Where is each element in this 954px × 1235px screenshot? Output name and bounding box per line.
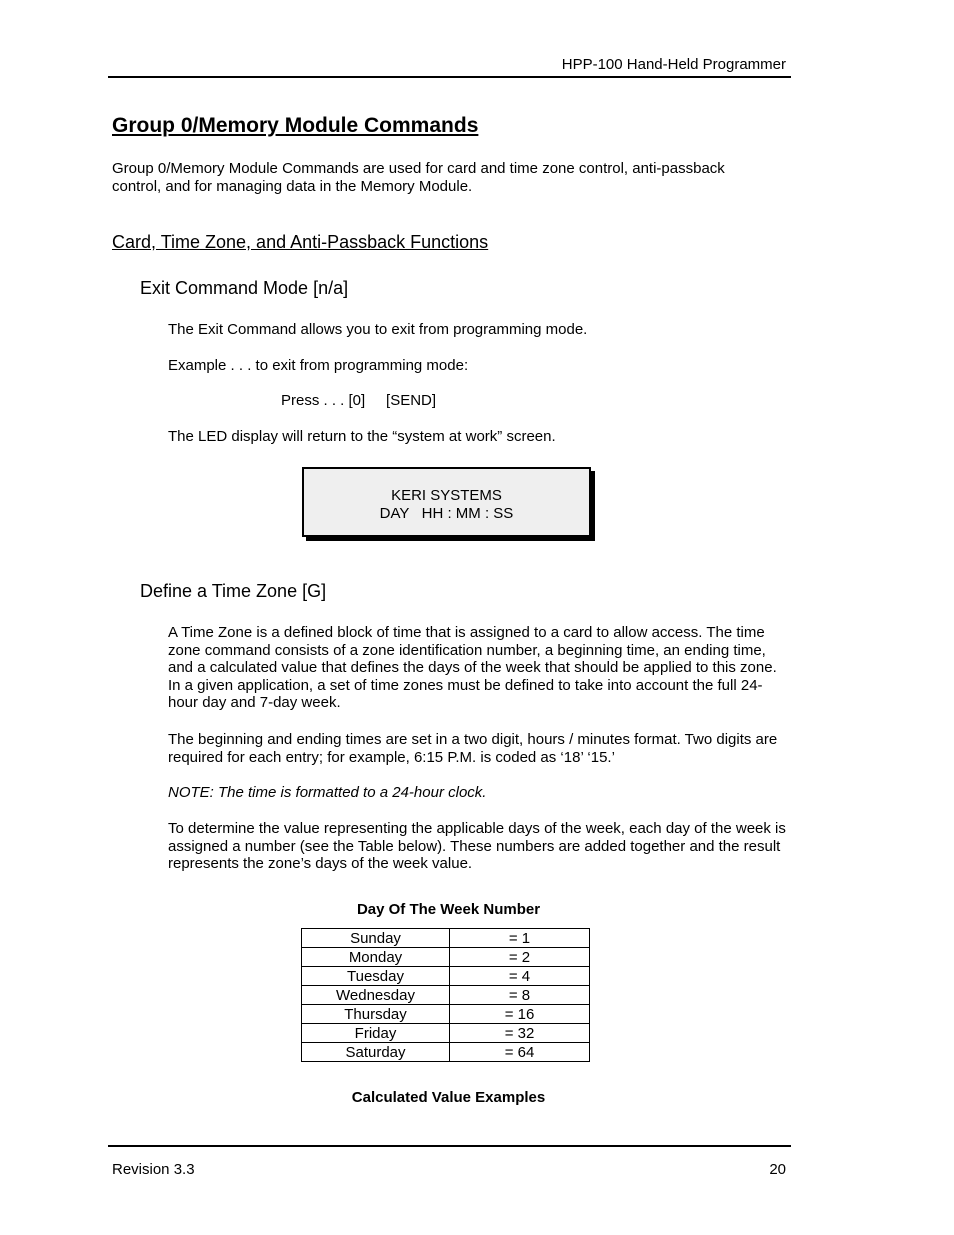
exit-command-title: Exit Command Mode [n/a] (140, 278, 349, 298)
value-cell: = 16 (450, 1005, 590, 1024)
day-cell: Tuesday (302, 967, 450, 986)
lcd-line-2: DAY HH : MM : SS (379, 505, 514, 522)
day-cell: Wednesday (302, 986, 450, 1005)
day-of-week-table (301, 928, 590, 1062)
value-cell: = 64 (450, 1043, 590, 1062)
running-header: HPP-100 Hand-Held Programmer (561, 56, 786, 73)
footer-page-number: 20 (769, 1161, 786, 1178)
value-cell: = 1 (450, 929, 590, 948)
section-intro: Group 0/Memory Module Commands are used for card and time zone control, anti-passback control, and for managing data in the Memory Module. (112, 160, 725, 195)
exit-command-example: Example . . . to exit from programming mode: (168, 357, 469, 374)
footer-revision: Revision 3.3 (112, 1161, 195, 1178)
table-row (302, 967, 590, 986)
value-cell: = 4 (450, 967, 590, 986)
lcd-line-1: KERI SYSTEMS (391, 487, 502, 504)
section-title: Group 0/Memory Module Commands (112, 114, 479, 137)
table-row (302, 948, 590, 967)
time-zone-paragraph-3: To determine the value representing the applicable days of the week, each day of the week is assigned a number (see the Table below). These numbers are added together and the result represents the zone’s days of the week value. (168, 820, 786, 873)
value-cell: = 8 (450, 986, 590, 1005)
value-cell: = 2 (450, 948, 590, 967)
footer-rule (108, 1145, 791, 1147)
time-zone-paragraph-1: A Time Zone is a defined block of time that is assigned to a card to allow access. The time zone command consists of a zone identification number, a beginning time, an ending time, and a calculated value that defines the days of the week that should be applied to this zone. In a given application, a set of time zones must be defined to take into account the full 24-hour day and 7-day week. (168, 624, 777, 712)
value-cell: = 32 (450, 1024, 590, 1043)
day-cell: Thursday (302, 1005, 450, 1024)
exit-command-keypress: Press . . . [0] [SEND] (281, 392, 437, 409)
day-cell: Monday (302, 948, 450, 967)
day-table-title: Day Of The Week Number (356, 901, 541, 918)
time-zone-paragraph-2: The beginning and ending times are set in a two digit, hours / minutes format. Two digits are required for each entry; for example, 6:15 P.M. is coded as ‘18’ ‘15.’ (168, 731, 778, 766)
time-zone-note: NOTE: The time is formatted to a 24-hour clock. (168, 784, 487, 801)
calc-examples-title: Calculated Value Examples (351, 1089, 546, 1106)
day-cell: Saturday (302, 1043, 450, 1062)
table-row (302, 1005, 590, 1024)
subsection-title: Card, Time Zone, and Anti-Passback Functions (112, 232, 489, 252)
lcd-display (302, 467, 591, 537)
exit-command-result: The LED display will return to the “system at work” screen. (168, 428, 556, 445)
table-row (302, 1024, 590, 1043)
table-row (302, 929, 590, 948)
header-rule (108, 76, 791, 78)
table-row (302, 1043, 590, 1062)
time-zone-title: Define a Time Zone [G] (140, 581, 327, 601)
table-row (302, 986, 590, 1005)
day-cell: Friday (302, 1024, 450, 1043)
exit-command-description: The Exit Command allows you to exit from programming mode. (168, 321, 588, 338)
day-cell: Sunday (302, 929, 450, 948)
